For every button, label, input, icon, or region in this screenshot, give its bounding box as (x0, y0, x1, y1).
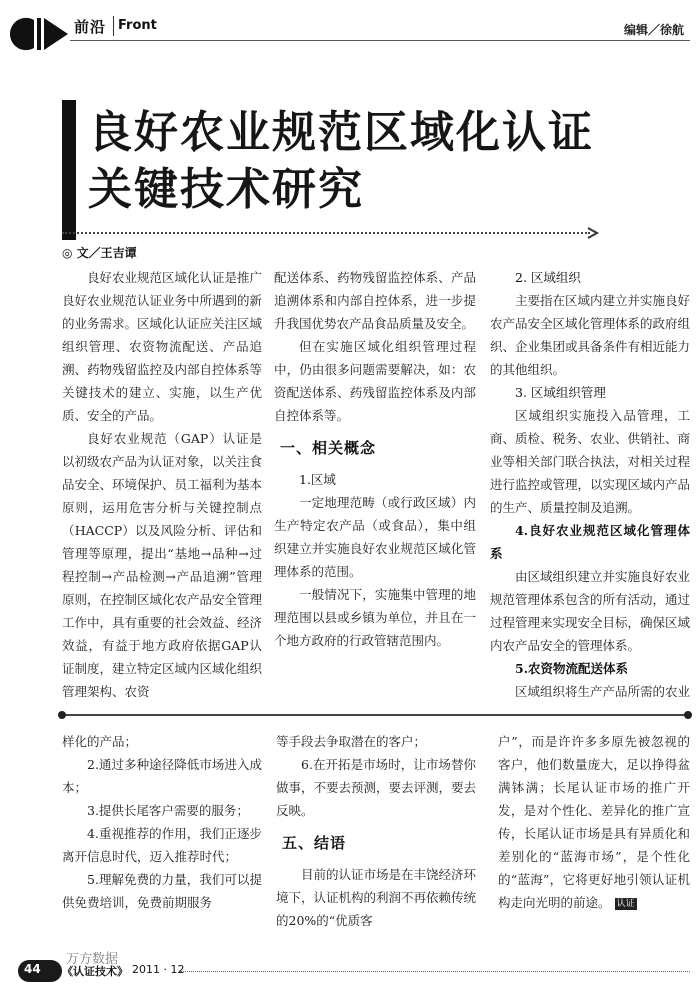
editor-credit: 编辑／徐航 (623, 23, 684, 37)
subsection-heading: 5.农资物流配送体系 (515, 661, 629, 676)
header-divider (113, 16, 114, 36)
paragraph: 配送体系、药物残留监控体系、产品追溯体系和内部自控体系，进一步提升我国优势农产品食品质量及安全。 (274, 270, 476, 331)
title-line-2: 关键技术研究 (88, 164, 364, 215)
section-heading: 一、相关概念 (280, 439, 377, 457)
section-heading: 五、结语 (282, 834, 347, 852)
subsection-heading: 1.区域 (299, 472, 336, 487)
paragraph: 2.通过多种途径降低市场进入成本； (62, 757, 262, 795)
footer-dotted-rule (180, 971, 690, 972)
journal-issue: 2011 · 12 (132, 963, 185, 976)
paragraph: 样化的产品； (62, 734, 138, 749)
title-accent-bar (62, 100, 76, 240)
divider-dot (684, 711, 692, 719)
title-dotted-rule (62, 232, 590, 234)
paragraph: 区域组织将生产产品所需的农业 (515, 684, 691, 699)
arrow-right-icon (586, 226, 600, 240)
paragraph: 目前的认证市场是在丰饶经济环境下，认证机构的利润不再依赖传统的20%的“优质客 (276, 867, 477, 928)
section-divider (62, 714, 690, 716)
paragraph: 等手段去争取潜在的客户； (276, 734, 427, 749)
paragraph: 一般情况下，实施集中管理的地理范围以县或乡镇为单位，并且在一个地方政府的行政管辖范围内。 (274, 587, 476, 648)
column-5 (276, 730, 476, 932)
author-byline: ◎ 文／王吉谭 (62, 246, 137, 260)
title-line-1: 良好农业规范区域化认证 (88, 107, 594, 158)
subsection-heading: 3. 区域组织管理 (515, 385, 606, 400)
paragraph: 3.提供长尾客户需要的服务； (87, 803, 249, 818)
paragraph: 但在实施区域化组织管理过程中，仍由很多问题需要解决，如：农资配送体系、药残留监控体系及内部自控体系等。 (274, 339, 476, 423)
paragraph: 由区域组织建立并实施良好农业规范管理体系包含的所有活动，通过过程管理来实现安全目标，确保区域内农产品安全的管理体系。 (490, 569, 691, 653)
paragraph (498, 730, 690, 914)
subsection-heading: 4.良好农业规范区域化管理体系 (490, 523, 690, 561)
column-6 (498, 730, 690, 914)
section-emblem-icon (8, 16, 70, 52)
paragraph: 主要指在区域内建立并实施良好农产品安全区域化管理体系的政府组织、企业集团或具备条件有相近能力的其他组织。 (490, 293, 691, 377)
paragraph: 6.在开拓是市场时，让市场替你做事，不要去预测，要去评测，要去反映。 (276, 757, 477, 818)
journal-name: 《认证技术》 (62, 965, 128, 978)
article-title (88, 104, 594, 218)
paragraph: 5.理解免费的力量，我们可以提供免费培训，免费前期服务 (62, 872, 262, 910)
subsection-heading: 2. 区域组织 (515, 270, 581, 285)
column-2 (274, 266, 476, 652)
column-3 (490, 266, 690, 703)
end-mark: 认证 (616, 898, 635, 909)
column-4 (62, 730, 262, 914)
header-rule (70, 40, 690, 41)
paragraph: 良好农业规范（GAP）认证是以初级农产品为认证对象，以关注食品安全、环境保护、员工福利为基本原则，运用危害分析与关键控制点（HACCP）以及风险分析、评估和管理等原理，提出“基地→品种→过程控制→产品检测→产品追溯”管理原则，在控制区域化农产品安全管理工作中，具有重要的社会效益、经济效益，有益于地方政府依据GAP认证制度，建立特定区域内区域化组织管理架构、农资 (62, 431, 263, 699)
paragraph: 4.重视推荐的作用，我们正逐步离开信息时代，迈入推荐时代； (62, 826, 262, 864)
section-label-en: Front (118, 18, 157, 33)
paragraph: 区域组织实施投入品管理，工商、质检、税务、农业、供销社、商业等相关部门联合执法，对相关过程进行监控或管理，以实现区域内产品的生产、质量控制及追溯。 (490, 408, 691, 515)
paragraph-text: 户”，而是许许多多原先被忽视的客户，他们数量庞大，足以挣得盆满钵满；长尾认证市场的推广开发，是对个性化、差异化的推广宣传，长尾认证市场是具有异质化和差别化的“蓝海市场”，是个性化的“蓝海”，它将更好地引领认证机构走向光明的前途。 (498, 734, 690, 910)
paragraph: 良好农业规范区域化认证是推广良好农业规范认证业务中所遇到的新的业务需求。区域化认证应关注区域组织管理、农资物流配送、产品追溯、药物残留监控及内部自控体系等关键技术的建立、实施，以生产优质、安全的产品。 (62, 270, 263, 423)
column-1 (62, 266, 262, 703)
page-number: 44 (24, 962, 41, 976)
section-label: 前沿 (74, 18, 107, 36)
paragraph: 一定地理范畴（或行政区域）内生产特定农产品（或食品），集中组织建立并实施良好农业规范区域化管理体系的范围。 (274, 495, 476, 579)
watermark-text: 万方数据 (66, 952, 119, 967)
divider-dot (58, 711, 66, 719)
